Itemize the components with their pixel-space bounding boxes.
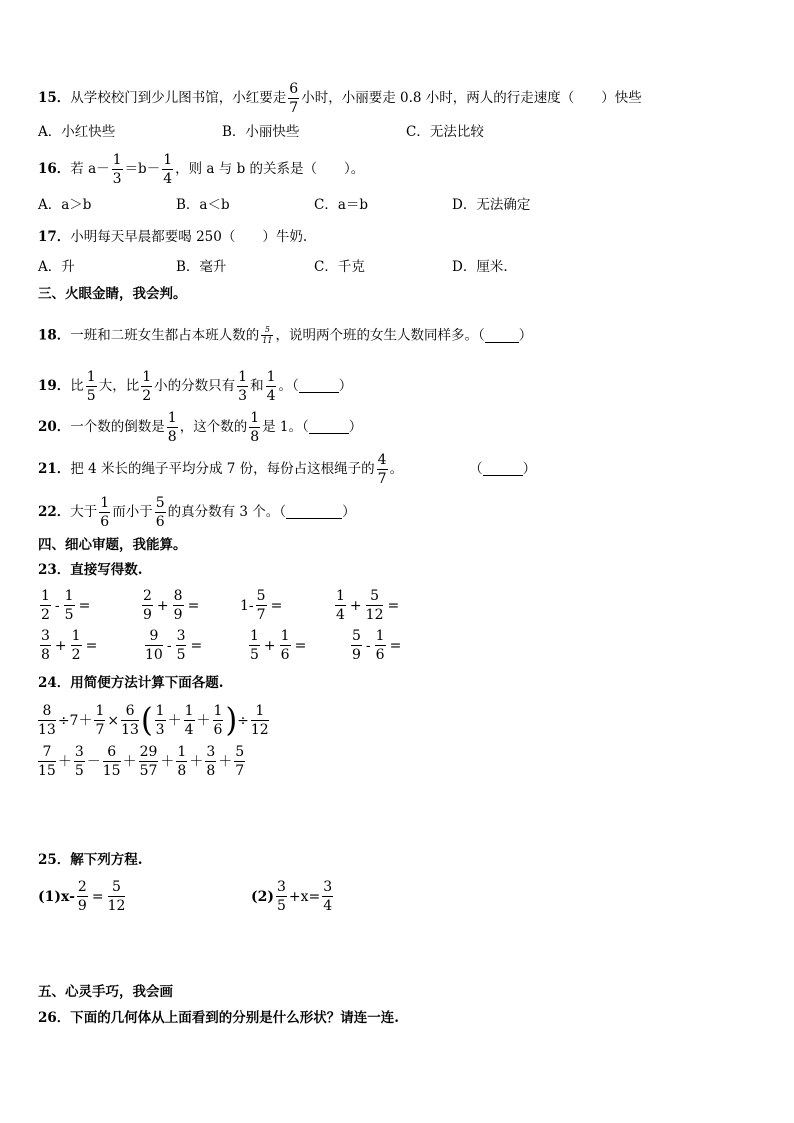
q23-item-5: $\frac{3}{8}$ + $\frac{1}{2}$ =	[41, 628, 98, 663]
q16-fraction-2: $\frac{1}{4}$	[163, 152, 173, 187]
q21-text-pre: 把 4 米长的绳子平均分成 7 份，每份占这根绳子的	[70, 460, 375, 477]
q17-option-d[interactable]: D．厘米.	[452, 259, 508, 275]
question-26: 26．下面的几何体从上面看到的分别是什么形状？请连一连.	[38, 1010, 399, 1026]
q23-item-8: $\frac{5}{9}$ - $\frac{1}{6}$ =	[352, 628, 402, 663]
q22-answer-blank[interactable]	[286, 506, 342, 519]
q19-text-5: 。（	[278, 377, 299, 394]
q22-close: ）	[342, 503, 356, 520]
q21-answer-blank[interactable]	[483, 463, 523, 476]
q17-option-c[interactable]: C．千克	[314, 259, 365, 275]
q15-text-pre: 从学校校门到少儿图书馆，小红要走	[70, 89, 287, 106]
q18-answer-blank[interactable]	[485, 330, 519, 343]
q24-title: 24．用简便方法计算下面各题.	[38, 675, 224, 691]
q24-expression-2: $\frac{7}{15}$ ＋ $\frac{3}{5}$ － $\frac{6}{15}$ ＋ $\frac{29}{57}$ ＋ $\frac{1}{8}$ ＋ $\frac{3}{8}$ ＋ $\frac{5}{7}$	[38, 744, 245, 779]
q19-fraction-1: $\frac{1}{5}$	[86, 369, 96, 404]
q15-option-c[interactable]: C．无法比较	[406, 124, 484, 140]
q20-text-1: 一个数的倒数是	[70, 418, 165, 435]
q22-text-3: 的真分数有 3 个。（	[167, 503, 287, 520]
q15-option-a[interactable]: A．小红快些	[38, 124, 116, 140]
q17-options	[38, 261, 508, 275]
q16-text-mid: ＝b－	[124, 160, 161, 177]
q15-number: 15．	[38, 89, 71, 106]
q19-text-3: 小的分数只有	[154, 377, 236, 394]
q23-title: 23．直接写得数.	[38, 562, 143, 578]
q25-equation-2: (2) $\frac{3}{5}$ +x= $\frac{3}{4}$	[251, 879, 333, 914]
question-18	[38, 326, 532, 346]
question-21	[38, 453, 536, 486]
q16-options	[38, 199, 530, 213]
q16-option-a[interactable]: A．a＞b	[38, 197, 92, 213]
q19-fraction-2: $\frac{1}{2}$	[142, 369, 152, 404]
q21-text-post: 。	[389, 460, 404, 477]
q25-title: 25．解下列方程.	[38, 852, 143, 868]
question-17	[38, 231, 307, 245]
q15-text-post: 小时，小丽要走 0.8 小时，两人的行走速度（ ）快些	[301, 89, 642, 106]
q17-number: 17．	[38, 229, 71, 245]
question-20	[38, 411, 362, 444]
q24-expression-1: $\frac{8}{13}$ ÷7＋ $\frac{1}{7}$ × $\frac{6}{13}$ ( $\frac{1}{3}$ ＋ $\frac{1}{4}$ ＋ $\frac{1}{6}$ )÷ $\frac{1}{12}$	[38, 700, 269, 740]
q23-item-2: $\frac{2}{9}$ + $\frac{8}{9}$ =	[143, 588, 200, 623]
q23-item-7: $\frac{1}{5}$ + $\frac{1}{6}$ =	[250, 628, 307, 663]
q22-number: 22．	[38, 503, 71, 520]
question-16	[38, 153, 364, 186]
q20-fraction-1: $\frac{1}{8}$	[167, 410, 177, 445]
q16-text-pre: 若 a－	[70, 160, 110, 177]
q18-number: 18．	[38, 327, 71, 344]
q25-equation-1: (1)x- $\frac{2}{9}$ = $\frac{5}{12}$	[38, 879, 126, 914]
q18-text-post: ，说明两个班的女生人数同样多。（	[275, 327, 485, 344]
q21-close: ）	[522, 460, 537, 477]
q16-option-b[interactable]: B．a＜b	[176, 197, 230, 213]
section-5-heading: 五、心灵手巧，我会画	[38, 984, 173, 1000]
q19-text-1: 比	[70, 377, 84, 394]
q17-option-b[interactable]: B．毫升	[176, 259, 227, 275]
q23-item-1: $\frac{1}{2}$ - $\frac{1}{5}$ =	[41, 588, 91, 623]
q17-text: 小明每天早晨都要喝 250（ ）牛奶.	[70, 229, 308, 245]
q23-item-3: 1- $\frac{5}{7}$ =	[240, 588, 283, 623]
q17-option-a[interactable]: A．升	[38, 259, 75, 275]
q19-text-4: 和	[250, 377, 264, 394]
q21-open: （	[469, 460, 483, 477]
q18-fraction: $\frac{5}{11}$	[262, 325, 273, 345]
q21-number: 21．	[38, 460, 71, 477]
q16-fraction-1: $\frac{1}{3}$	[112, 152, 122, 187]
q19-number: 19．	[38, 377, 71, 394]
section-4-heading: 四、细心审题，我能算。	[38, 537, 187, 553]
q20-text-2: ，这个数的	[179, 418, 248, 435]
q16-option-d[interactable]: D．无法确定	[452, 197, 531, 213]
q23-item-4: $\frac{1}{4}$ + $\frac{5}{12}$ =	[336, 588, 400, 623]
q19-close: ）	[338, 377, 353, 394]
q15-options	[38, 126, 484, 140]
q22-fraction-2: $\frac{5}{6}$	[155, 495, 165, 530]
q19-text-2: 大，比	[98, 377, 140, 394]
q23-item-6: $\frac{9}{10}$ - $\frac{3}{5}$ =	[145, 628, 203, 663]
q15-fraction: $\frac{6}{7}$	[289, 81, 299, 116]
section-3-heading: 三、火眼金睛，我会判。	[38, 286, 187, 302]
q22-text-1: 大于	[70, 503, 98, 520]
q15-option-b[interactable]: B．小丽快些	[222, 124, 300, 140]
q20-number: 20．	[38, 418, 71, 435]
q20-fraction-2: $\frac{1}{8}$	[250, 410, 260, 445]
q16-text-post: ，则 a 与 b 的关系是（ ）。	[175, 160, 365, 177]
q20-close: ）	[348, 418, 363, 435]
q21-fraction: $\frac{4}{7}$	[377, 452, 387, 487]
q18-text-pre: 一班和二班女生都占本班人数的	[70, 327, 260, 344]
q22-text-2: 而小于	[112, 503, 153, 520]
question-15	[38, 82, 642, 115]
q19-fraction-4: $\frac{1}{4}$	[266, 369, 276, 404]
q20-text-3: 是 1。（	[262, 418, 309, 435]
q19-answer-blank[interactable]	[299, 380, 339, 393]
q16-number: 16．	[38, 160, 71, 177]
q22-fraction-1: $\frac{1}{6}$	[100, 495, 110, 530]
q20-answer-blank[interactable]	[309, 421, 349, 434]
question-19	[38, 370, 352, 403]
q19-fraction-3: $\frac{1}{3}$	[238, 369, 248, 404]
q18-close: ）	[518, 327, 533, 344]
q16-option-c[interactable]: C．a＝b	[314, 197, 369, 213]
question-22	[38, 496, 356, 529]
